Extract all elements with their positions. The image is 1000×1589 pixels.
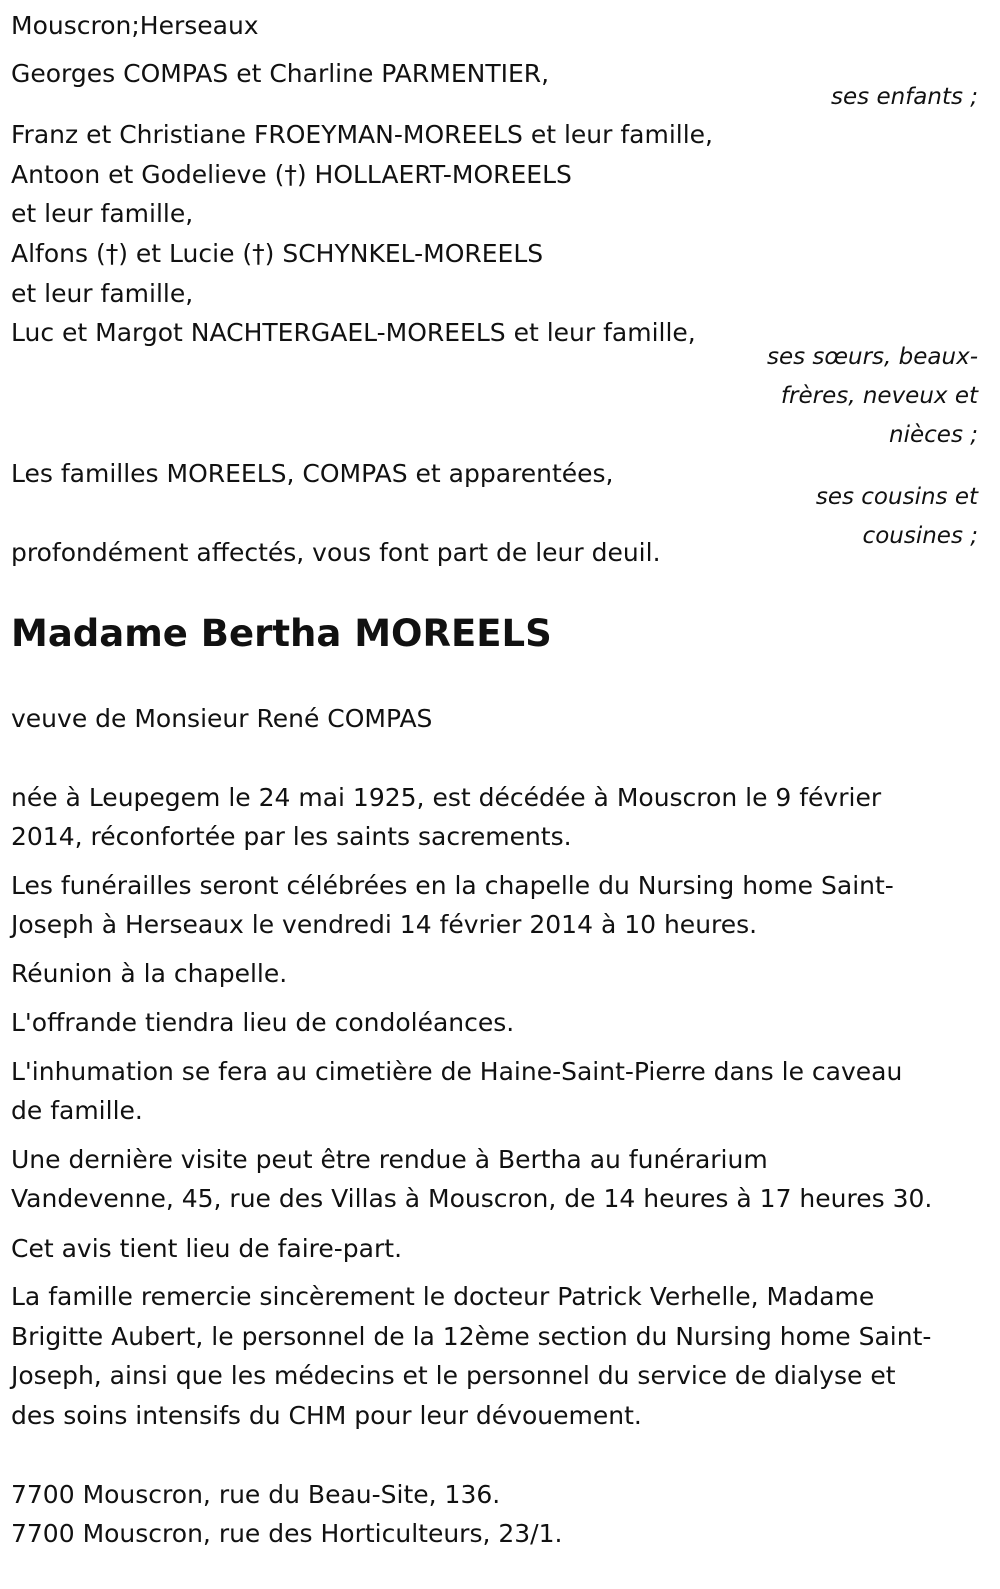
spouse-line: veuve de Monsieur René COMPAS: [11, 704, 433, 733]
families-role-line: ses cousins et: [815, 484, 978, 510]
burial-line: L'inhumation se fera au cimetière de Haine-Saint-Pierre dans le caveau: [11, 1057, 903, 1086]
thanks-line: Joseph, ainsi que les médecins et le personnel du service de dialyse et: [11, 1361, 896, 1390]
siblings-role-line: frères, neveux et: [780, 383, 978, 409]
birth-death-line: 2014, réconfortée par les saints sacrements.: [11, 822, 572, 851]
visit-line: Vandevenne, 45, rue des Villas à Mouscron, de 14 heures à 17 heures 30.: [11, 1184, 933, 1213]
thanks-line: Brigitte Aubert, le personnel de la 12ème section du Nursing home Saint-: [11, 1322, 932, 1351]
sibling-line: et leur famille,: [11, 199, 194, 228]
funeral-line: Les funérailles seront célébrées en la chapelle du Nursing home Saint-: [11, 871, 894, 900]
sibling-line: Alfons (†) et Lucie (†) SCHYNKEL-MOREELS: [11, 239, 544, 268]
closing-line: profondément affectés, vous font part de leur deuil.: [11, 538, 661, 567]
sibling-line: Antoon et Godelieve (†) HOLLAERT-MOREELS: [11, 160, 572, 189]
siblings-role-line: nièces ;: [889, 422, 978, 448]
children-role: ses enfants ;: [831, 84, 978, 110]
burial-line: de famille.: [11, 1096, 143, 1125]
notice-line: Cet avis tient lieu de faire-part.: [11, 1234, 403, 1263]
birth-death-line: née à Leupegem le 24 mai 1925, est décédée à Mouscron le 9 février: [11, 783, 882, 812]
place-line: Mouscron;Herseaux: [11, 11, 259, 40]
siblings-role-line: ses sœurs, beaux-: [766, 344, 978, 370]
address-line: 7700 Mouscron, rue des Horticulteurs, 23/1.: [11, 1519, 563, 1548]
funeral-line: Joseph à Herseaux le vendredi 14 février 2014 à 10 heures.: [11, 910, 758, 939]
thanks-line: des soins intensifs du CHM pour leur dévouement.: [11, 1401, 642, 1430]
reunion-line: Réunion à la chapelle.: [11, 959, 288, 988]
families-line: Les familles MOREELS, COMPAS et apparentées,: [11, 459, 614, 488]
deceased-name: Madame Bertha MOREELS: [11, 612, 552, 655]
families-role-line: cousines ;: [862, 523, 978, 549]
sibling-line: Franz et Christiane FROEYMAN-MOREELS et leur famille,: [11, 120, 714, 149]
children-names: Georges COMPAS et Charline PARMENTIER,: [11, 59, 550, 88]
visit-line: Une dernière visite peut être rendue à Bertha au funérarium: [11, 1145, 768, 1174]
sibling-line: et leur famille,: [11, 279, 194, 308]
address-line: 7700 Mouscron, rue du Beau-Site, 136.: [11, 1480, 501, 1509]
thanks-line: La famille remercie sincèrement le docteur Patrick Verhelle, Madame: [11, 1282, 875, 1311]
sibling-line: Luc et Margot NACHTERGAEL-MOREELS et leur famille,: [11, 318, 696, 347]
offering-line: L'offrande tiendra lieu de condoléances.: [11, 1008, 515, 1037]
